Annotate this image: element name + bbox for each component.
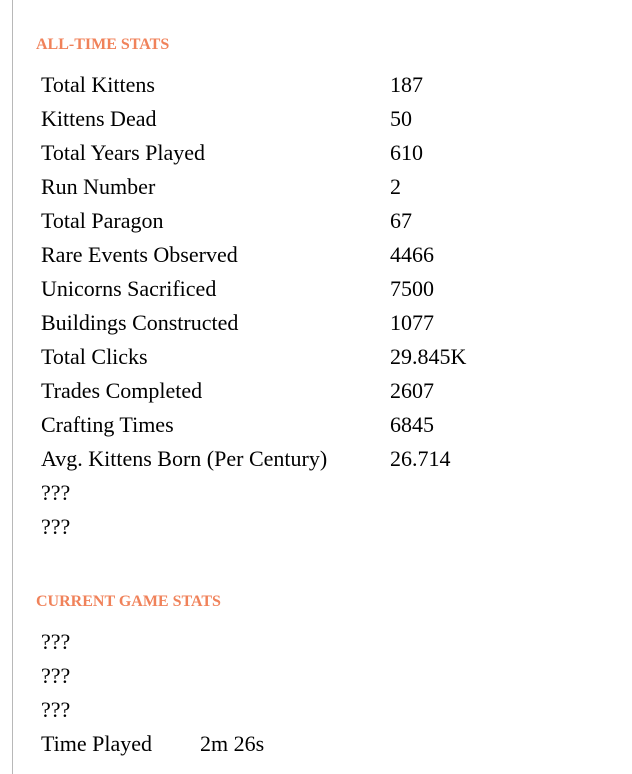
stat-value — [387, 510, 466, 544]
stat-label: Trades Completed — [41, 378, 203, 403]
stat-value: 187 — [390, 72, 423, 97]
stat-row — [38, 272, 466, 306]
stat-row — [38, 408, 466, 442]
stat-row — [38, 659, 264, 693]
stat-row — [38, 727, 264, 761]
stat-value: 2 — [390, 174, 401, 199]
stat-value — [387, 476, 466, 510]
stat-label: Crafting Times — [41, 412, 174, 437]
stat-label: Total Years Played — [41, 140, 206, 165]
stat-value: 7500 — [390, 276, 434, 301]
stat-value: 26.714 — [390, 446, 451, 471]
stat-label: Total Paragon — [41, 208, 164, 233]
stat-row — [38, 68, 466, 102]
stat-row — [38, 306, 466, 340]
stat-value: 2m 26s — [200, 731, 265, 756]
stat-row — [38, 204, 466, 238]
stat-label: Buildings Constructed — [41, 310, 239, 335]
alltime-stats-title: ALL-TIME STATS — [36, 36, 170, 53]
current-game-stats-table — [38, 625, 264, 761]
stat-row — [38, 693, 264, 727]
stat-value — [197, 625, 264, 659]
stat-value: 29.845K — [390, 344, 467, 369]
stat-value: 6845 — [390, 412, 434, 437]
stat-row — [38, 340, 466, 374]
stat-row — [38, 476, 466, 510]
stat-label: Total Kittens — [41, 72, 155, 97]
stat-value: 67 — [390, 208, 412, 233]
stat-value — [197, 659, 264, 693]
current-game-stats-title: CURRENT GAME STATS — [36, 593, 221, 610]
stat-label: ??? — [41, 629, 71, 654]
stat-label: ??? — [41, 663, 71, 688]
stat-label: Kittens Dead — [41, 106, 157, 131]
left-border — [12, 0, 13, 774]
stat-label: ??? — [41, 514, 71, 539]
alltime-stats-table — [38, 68, 466, 544]
stat-label: Avg. Kittens Born (Per Century) — [41, 446, 328, 471]
stat-label: Rare Events Observed — [41, 242, 238, 267]
stat-value: 1077 — [390, 310, 434, 335]
stat-label: Time Played — [41, 731, 153, 756]
stat-label: Unicorns Sacrificed — [41, 276, 217, 301]
stat-row — [38, 510, 466, 544]
stat-label: Run Number — [41, 174, 156, 199]
stat-row — [38, 374, 466, 408]
stat-row — [38, 102, 466, 136]
stat-label: ??? — [41, 480, 71, 505]
stat-row — [38, 136, 466, 170]
stat-row — [38, 170, 466, 204]
stat-value: 610 — [390, 140, 423, 165]
stat-row — [38, 238, 466, 272]
stat-value: 2607 — [390, 378, 434, 403]
stat-value: 4466 — [390, 242, 434, 267]
stat-label: Total Clicks — [41, 344, 148, 369]
stat-row — [38, 625, 264, 659]
stat-value: 50 — [390, 106, 412, 131]
stat-row — [38, 442, 466, 476]
stat-label: ??? — [41, 697, 71, 722]
stat-value — [197, 693, 264, 727]
